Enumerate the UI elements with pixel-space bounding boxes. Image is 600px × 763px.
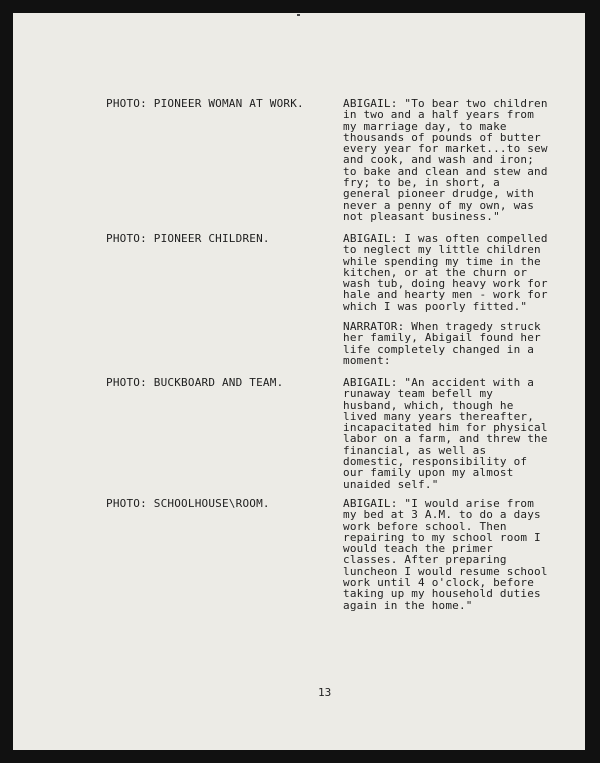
photo-cue-pioneer-children: PHOTO: PIONEER CHILDREN. (106, 232, 270, 245)
abigail-line-2: ABIGAIL: I was often compelled to neglect my little children while spending my time in the kitchen, or at the churn or wash tub, doing heavy work for hale and hearty men - work for which I was poorly fitted." (343, 232, 548, 313)
abigail-line-1: ABIGAIL: "To bear two children in two and a half years from my marriage day, to make thousands of pounds of butter every year for market...to sew and cook, and wash and iron; to bake and clean and stew and fry; to be, in short, a general pioneer drudge, with never a penny of my own, was not pleasant business." (343, 97, 548, 223)
abigail-line-4: ABIGAIL: "I would arise from my bed at 3 A.M. to do a days work before school. Then repairing to my school room I would teach the primer classes. After preparing luncheon I would resume school work until 4 o'clock, before taking up my household duties again in the home." (343, 497, 548, 612)
narrator-line: NARRATOR: When tragedy struck her family, Abigail found her life completely changed in a moment: (343, 320, 541, 367)
photo-cue-schoolhouse: PHOTO: SCHOOLHOUSE\ROOM. (106, 497, 270, 510)
script-body (13, 13, 585, 750)
abigail-line-3: ABIGAIL: "An accident with a runaway team befell my husband, which, though he lived many years thereafter, incapacitated him for physical labor on a farm, and threw the financial, as well as domestic, responsibility of our family upon my almost unaided self." (343, 376, 548, 491)
photo-cue-buckboard: PHOTO: BUCKBOARD AND TEAM. (106, 376, 284, 389)
document-page (13, 13, 585, 750)
photo-cue-pioneer-woman: PHOTO: PIONEER WOMAN AT WORK. (106, 97, 304, 110)
page-number: 13 (318, 686, 332, 699)
